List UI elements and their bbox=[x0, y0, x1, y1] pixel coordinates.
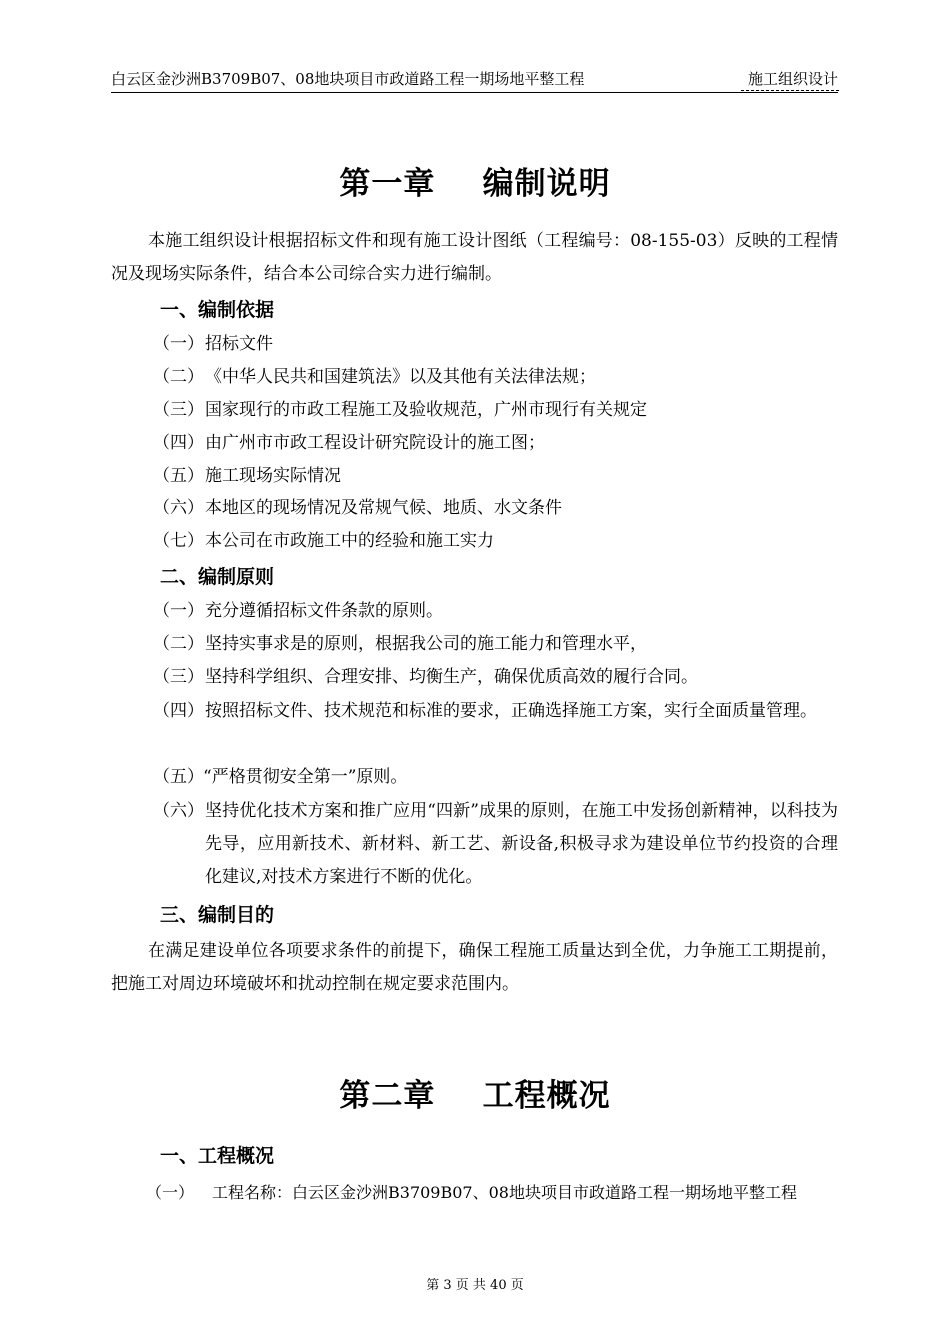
header-dash-rule bbox=[741, 90, 839, 91]
chapter2-title: 第二章 工程概况 bbox=[339, 1078, 611, 1114]
basis-item bbox=[153, 460, 838, 493]
item-number: （一） bbox=[153, 334, 204, 354]
chapter1-intro: 本施工组织设计根据招标文件和现有施工设计图纸（工程编号：08-155-03）反映的工程情况及现场实际条件，结合本公司综合实力进行编制。 bbox=[111, 231, 838, 284]
item-number: （四） bbox=[153, 701, 204, 721]
item-text: 招标文件 bbox=[205, 334, 273, 354]
item-number: （二） bbox=[153, 634, 204, 654]
item-number: （二） bbox=[153, 367, 204, 387]
header-doc-type: 施工组织设计 bbox=[747, 70, 838, 88]
item-number: （三） bbox=[153, 667, 204, 687]
principle-item bbox=[153, 761, 838, 794]
item-text: 按照招标文件、技术规范和标准的要求，正确选择施工方案，实行全面质量管理。 bbox=[205, 701, 817, 721]
item-text: 充分遵循招标文件条款的原则。 bbox=[205, 601, 443, 621]
basis-item bbox=[153, 328, 838, 361]
basis-item bbox=[153, 525, 838, 558]
purpose-paragraph: 在满足建设单位各项要求条件的前提下，确保工程施工质量达到全优，力争施工工期提前，把施工对周边环境破坏和扰动控制在规定要求范围内。 bbox=[111, 941, 838, 994]
item-number: （五） bbox=[153, 466, 204, 486]
section-overview-heading: 一、工程概况 bbox=[160, 1145, 275, 1167]
item-number: （六） bbox=[153, 498, 204, 518]
section-basis-heading: 一、编制依据 bbox=[160, 299, 275, 321]
item-number: （六） bbox=[153, 801, 204, 821]
item-number: （一） bbox=[146, 1183, 195, 1202]
chapter1-title: 第一章 编制说明 bbox=[339, 166, 611, 202]
basis-item bbox=[153, 361, 838, 394]
item-text: 施工现场实际情况 bbox=[205, 466, 341, 486]
item-text: 坚持科学组织、合理安排、均衡生产，确保优质高效的履行合同。 bbox=[205, 667, 698, 687]
principle-item bbox=[153, 595, 838, 628]
principle-item bbox=[153, 795, 838, 894]
page-number: 第 3 页 共 40 页 bbox=[426, 1278, 524, 1293]
overview-item bbox=[146, 1176, 846, 1209]
basis-item bbox=[153, 394, 838, 427]
principle-item bbox=[153, 661, 838, 694]
item-text: 本地区的现场情况及常规气候、地质、水文条件 bbox=[205, 498, 562, 518]
item-text: “严格贯彻安全第一”原则。 bbox=[203, 767, 408, 787]
item-number: （七） bbox=[153, 531, 204, 551]
item-text: 由广州市市政工程设计研究院设计的施工图； bbox=[205, 433, 545, 453]
principle-item bbox=[153, 695, 838, 728]
item-number: （五） bbox=[153, 767, 204, 787]
item-text: 本公司在市政施工中的经验和施工实力 bbox=[205, 531, 494, 551]
page-header bbox=[111, 68, 838, 93]
item-number: （三） bbox=[153, 400, 204, 420]
item-text: 国家现行的市政工程施工及验收规范，广州市现行有关规定 bbox=[205, 400, 647, 420]
item-text: 工程名称：白云区金沙洲B3709B07、08地块项目市政道路工程一期场地平整工程 bbox=[212, 1183, 797, 1202]
item-number: （四） bbox=[153, 433, 204, 453]
item-text: 坚持优化技术方案和推广应用“四新”成果的原则，在施工中发扬创新精神，以科技为先导，应用新技术、新材料、新工艺、新设备,积极寻求为建设单位节约投资的合理化建议,对技术方案进行不断的优化。 bbox=[205, 801, 838, 887]
item-number: （一） bbox=[153, 601, 204, 621]
section-purpose-heading: 三、编制目的 bbox=[160, 904, 275, 926]
section-principles-heading: 二、编制原则 bbox=[160, 566, 275, 588]
item-text: 坚持实事求是的原则，根据我公司的施工能力和管理水平， bbox=[205, 634, 647, 654]
basis-item bbox=[153, 492, 838, 525]
item-text: 《中华人民共和国建筑法》以及其他有关法律法规； bbox=[205, 367, 596, 387]
principle-item bbox=[153, 628, 838, 661]
basis-item bbox=[153, 427, 838, 460]
header-project-name: 白云区金沙洲B3709B07、08地块项目市政道路工程一期场地平整工程 bbox=[111, 70, 585, 88]
